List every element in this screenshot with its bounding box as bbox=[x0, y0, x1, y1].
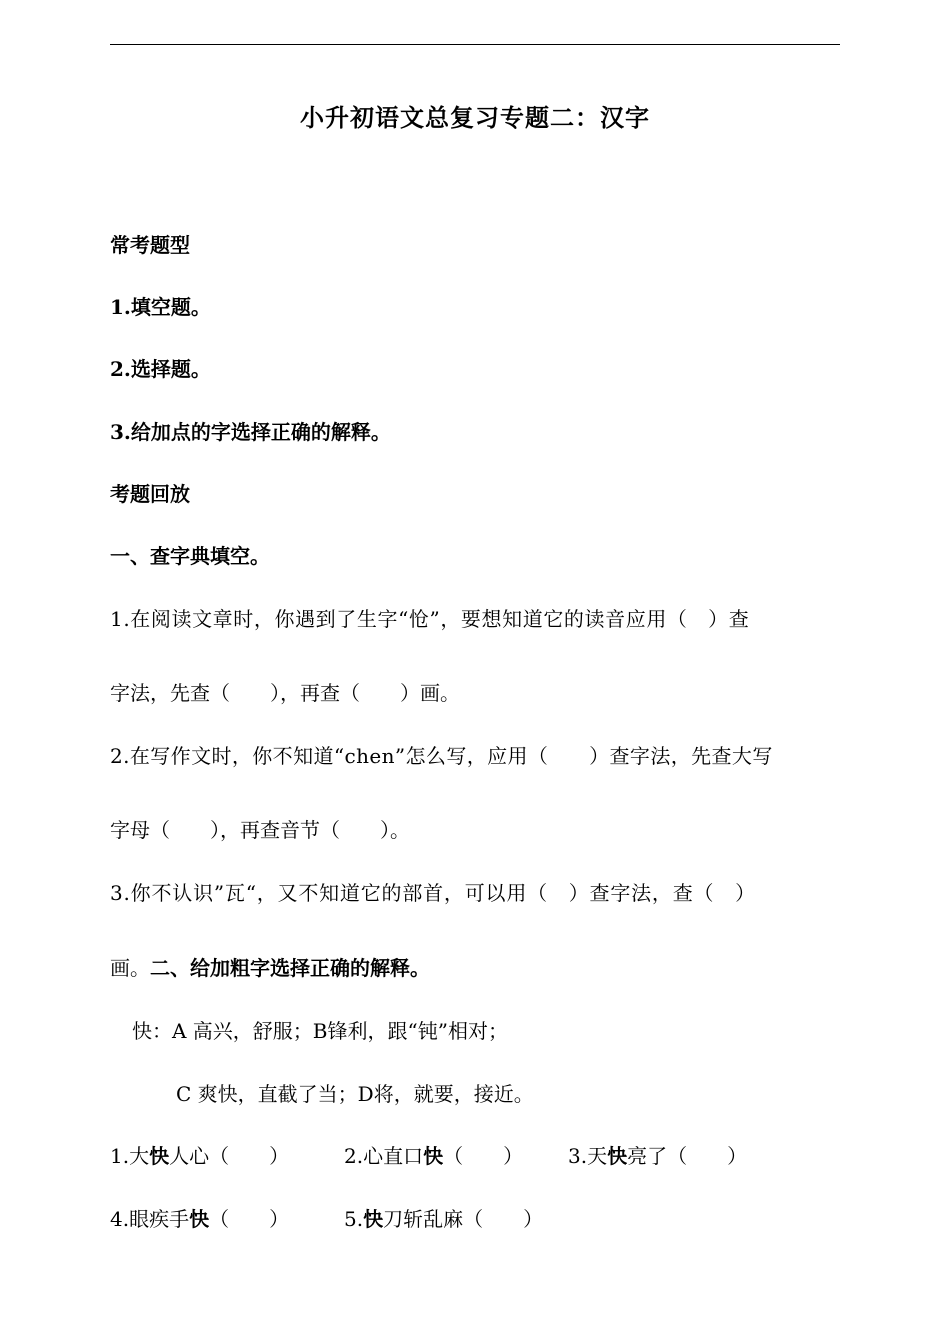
item-2-prefix: 2.心直口 bbox=[344, 1144, 424, 1168]
exercise-item-5 bbox=[344, 1205, 543, 1233]
item-2-bold-char: 快 bbox=[423, 1144, 444, 1168]
exercise-item-2 bbox=[344, 1142, 523, 1170]
question-3-tail: 画。 bbox=[110, 956, 150, 980]
item-2-suffix: （ ） bbox=[443, 1144, 524, 1168]
item-1-suffix: 人心（ ） bbox=[169, 1144, 290, 1168]
item-1-bold-char: 快 bbox=[149, 1144, 170, 1168]
question-1-line-1: 1.在阅读文章时，你遇到了生字“怆”，要想知道它的读音应用（ ）查 bbox=[110, 607, 750, 631]
question-3-line-2 bbox=[110, 954, 430, 982]
type-1: 1.填空题。 bbox=[110, 295, 211, 319]
exercise-item-3 bbox=[568, 1142, 747, 1170]
question-2-line-2: 字母（ ），再查音节（ ）。 bbox=[110, 818, 410, 842]
type-3: 3.给加点的字选择正确的解释。 bbox=[110, 420, 391, 444]
exercise-item-1 bbox=[110, 1142, 289, 1170]
part2-heading: 二、给加粗字选择正确的解释。 bbox=[150, 956, 430, 980]
question-1-line-2: 字法，先查（ ），再查（ ）画。 bbox=[110, 681, 460, 705]
item-5-prefix: 5. bbox=[344, 1207, 364, 1231]
item-3-prefix: 3.天 bbox=[568, 1144, 608, 1168]
types-heading: 常考题型 bbox=[110, 233, 190, 257]
review-heading: 考题回放 bbox=[110, 482, 190, 506]
header-rule bbox=[110, 44, 840, 45]
item-5-bold-char: 快 bbox=[363, 1207, 384, 1231]
definition-line-2: C 爽快，直截了当；D将，就要，接近。 bbox=[176, 1082, 534, 1106]
item-4-suffix: （ ） bbox=[209, 1207, 290, 1231]
page-title: 小升初语文总复习专题二：汉字 bbox=[300, 103, 650, 132]
item-4-bold-char: 快 bbox=[189, 1207, 210, 1231]
item-1-prefix: 1.大 bbox=[110, 1144, 150, 1168]
part1-heading: 一、查字典填空。 bbox=[110, 544, 270, 568]
item-3-suffix: 亮了（ ） bbox=[627, 1144, 748, 1168]
item-5-suffix: 刀斩乱麻（ ） bbox=[383, 1207, 544, 1231]
definition-line-1: 快：A 高兴，舒服；B锋利，跟“钝”相对； bbox=[132, 1019, 508, 1043]
question-3-line-1: 3.你不认识”瓦“，又不知道它的部首，可以用（ ）查字法，查（ ） bbox=[110, 881, 756, 905]
exercise-item-4 bbox=[110, 1205, 289, 1233]
item-4-prefix: 4.眼疾手 bbox=[110, 1207, 190, 1231]
item-3-bold-char: 快 bbox=[607, 1144, 628, 1168]
type-2: 2.选择题。 bbox=[110, 357, 211, 381]
question-2-line-1: 2.在写作文时，你不知道“chen”怎么写，应用（ ）查字法，先查大写 bbox=[110, 744, 773, 768]
